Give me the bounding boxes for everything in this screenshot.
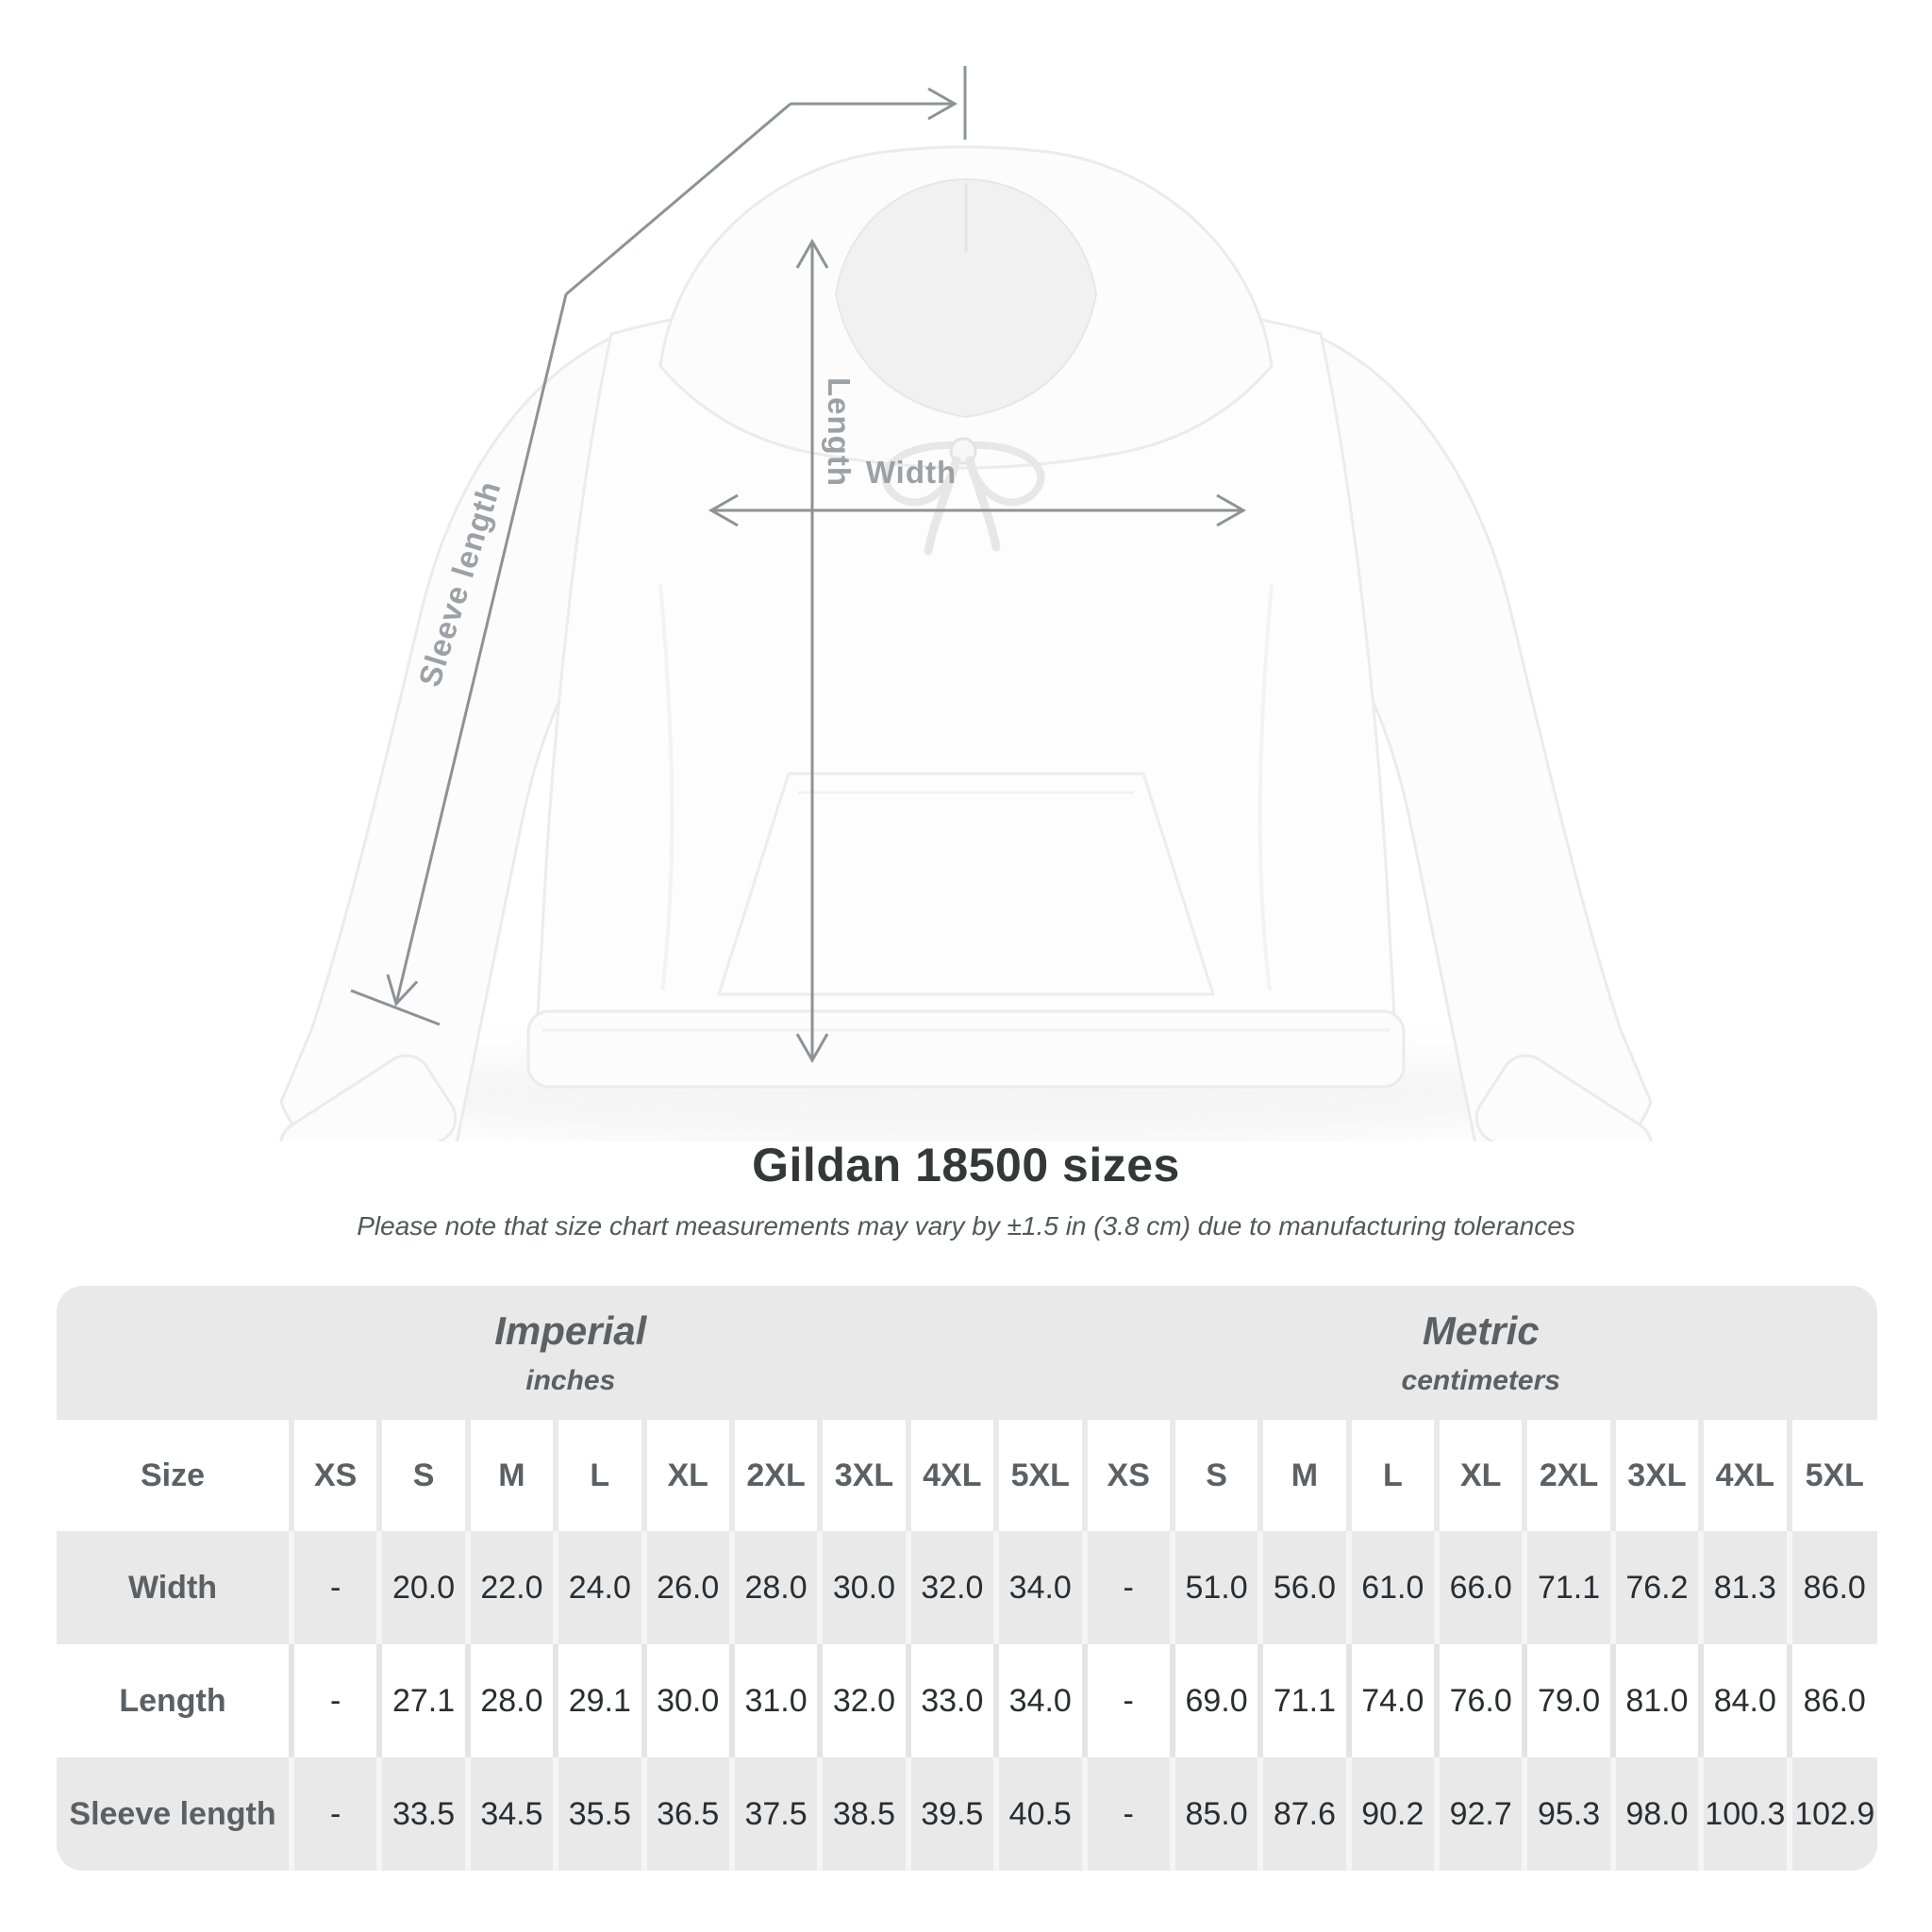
value-cell: - — [1085, 1531, 1173, 1644]
value-cell: 56.0 — [1260, 1531, 1348, 1644]
length-label: Length — [822, 377, 857, 487]
value-cell: 90.2 — [1349, 1757, 1437, 1871]
row-label: Sleeve length — [57, 1757, 291, 1871]
value-cell: 76.2 — [1613, 1531, 1701, 1644]
size-header-row — [57, 1420, 1877, 1531]
value-cell: 74.0 — [1349, 1644, 1437, 1757]
value-cell: - — [1085, 1644, 1173, 1757]
value-cell: 20.0 — [379, 1531, 467, 1644]
page-subtitle: Please note that size chart measurements may vary by ±1.5 in (3.8 cm) due to manufacturing tolerances — [357, 1211, 1575, 1241]
value-cell: 28.0 — [732, 1531, 820, 1644]
value-cell: 31.0 — [732, 1644, 820, 1757]
header-cell: 5XL — [1790, 1420, 1877, 1531]
value-cell: 92.7 — [1437, 1757, 1524, 1871]
value-cell: 100.3 — [1701, 1757, 1789, 1871]
header-cell: 5XL — [996, 1420, 1085, 1531]
header-cell: XS — [1085, 1420, 1173, 1531]
value-cell: 86.0 — [1790, 1644, 1877, 1757]
metric-group-header — [1085, 1286, 1877, 1420]
header-cell: XS — [291, 1420, 379, 1531]
header-cell: L — [1349, 1420, 1437, 1531]
value-cell: 33.0 — [908, 1644, 996, 1757]
value-cell: 34.0 — [996, 1531, 1085, 1644]
value-cell: 87.6 — [1260, 1757, 1348, 1871]
value-cell: - — [291, 1531, 379, 1644]
header-cell: 3XL — [820, 1420, 908, 1531]
value-cell: 34.5 — [468, 1757, 556, 1871]
value-cell: 84.0 — [1701, 1644, 1789, 1757]
length-row — [57, 1644, 1877, 1757]
value-cell: 81.3 — [1701, 1531, 1789, 1644]
value-cell: 66.0 — [1437, 1531, 1524, 1644]
value-cell: 40.5 — [996, 1757, 1085, 1871]
value-cell: 33.5 — [379, 1757, 467, 1871]
metric-group-unit: centimeters — [1401, 1365, 1560, 1396]
value-cell: 30.0 — [820, 1531, 908, 1644]
header-cell: 2XL — [732, 1420, 820, 1531]
value-cell: 26.0 — [644, 1531, 732, 1644]
hoodie-pocket — [719, 774, 1213, 994]
value-cell: 71.1 — [1260, 1644, 1348, 1757]
imperial-group-header — [57, 1286, 1085, 1420]
value-cell: 69.0 — [1173, 1644, 1260, 1757]
size-column-header: Size — [57, 1420, 291, 1531]
value-cell: 32.0 — [908, 1531, 996, 1644]
header-cell: 4XL — [908, 1420, 996, 1531]
header-cell: M — [468, 1420, 556, 1531]
value-cell: - — [1085, 1757, 1173, 1871]
value-cell: 85.0 — [1173, 1757, 1260, 1871]
header-cell: 2XL — [1524, 1420, 1612, 1531]
imperial-group-unit: inches — [525, 1365, 616, 1396]
header-cell: S — [379, 1420, 467, 1531]
row-label: Width — [57, 1531, 291, 1644]
row-label: Length — [57, 1644, 291, 1757]
value-cell: 61.0 — [1349, 1531, 1437, 1644]
value-cell: 76.0 — [1437, 1644, 1524, 1757]
sleeve-length-row — [57, 1757, 1877, 1871]
size-table — [57, 1286, 1877, 1871]
header-cell: S — [1173, 1420, 1260, 1531]
size-table-container — [57, 1286, 1877, 1871]
header-cell: 4XL — [1701, 1420, 1789, 1531]
value-cell: - — [291, 1757, 379, 1871]
header-cell: M — [1260, 1420, 1348, 1531]
width-row — [57, 1531, 1877, 1644]
value-cell: 29.1 — [556, 1644, 643, 1757]
value-cell: 71.1 — [1524, 1531, 1612, 1644]
value-cell: 39.5 — [908, 1757, 996, 1871]
value-cell: 98.0 — [1613, 1757, 1701, 1871]
page-title: Gildan 18500 sizes — [752, 1139, 1180, 1191]
value-cell: 95.3 — [1524, 1757, 1612, 1871]
title-block — [0, 1138, 1932, 1241]
value-cell: 27.1 — [379, 1644, 467, 1757]
value-cell: 24.0 — [556, 1531, 643, 1644]
value-cell: 79.0 — [1524, 1644, 1612, 1757]
value-cell: 38.5 — [820, 1757, 908, 1871]
hoodie-illustration — [271, 147, 1660, 1141]
value-cell: 102.9 — [1790, 1757, 1877, 1871]
imperial-group-label: Imperial — [494, 1308, 647, 1353]
value-cell: 36.5 — [644, 1757, 732, 1871]
value-cell: 35.5 — [556, 1757, 643, 1871]
value-cell: - — [291, 1644, 379, 1757]
header-cell: L — [556, 1420, 643, 1531]
value-cell: 30.0 — [644, 1644, 732, 1757]
header-cell: 3XL — [1613, 1420, 1701, 1531]
sleeve-length-label: Sleeve length — [411, 476, 508, 691]
value-cell: 51.0 — [1173, 1531, 1260, 1644]
hoodie-hem-band — [528, 1011, 1404, 1087]
header-cell: XL — [1437, 1420, 1524, 1531]
value-cell: 22.0 — [468, 1531, 556, 1644]
value-cell: 34.0 — [996, 1644, 1085, 1757]
unit-group-row — [57, 1286, 1877, 1420]
value-cell: 81.0 — [1613, 1644, 1701, 1757]
value-cell: 86.0 — [1790, 1531, 1877, 1644]
header-cell: XL — [644, 1420, 732, 1531]
value-cell: 32.0 — [820, 1644, 908, 1757]
value-cell: 28.0 — [468, 1644, 556, 1757]
value-cell: 37.5 — [732, 1757, 820, 1871]
width-label: Width — [865, 455, 958, 490]
metric-group-label: Metric — [1422, 1308, 1540, 1353]
